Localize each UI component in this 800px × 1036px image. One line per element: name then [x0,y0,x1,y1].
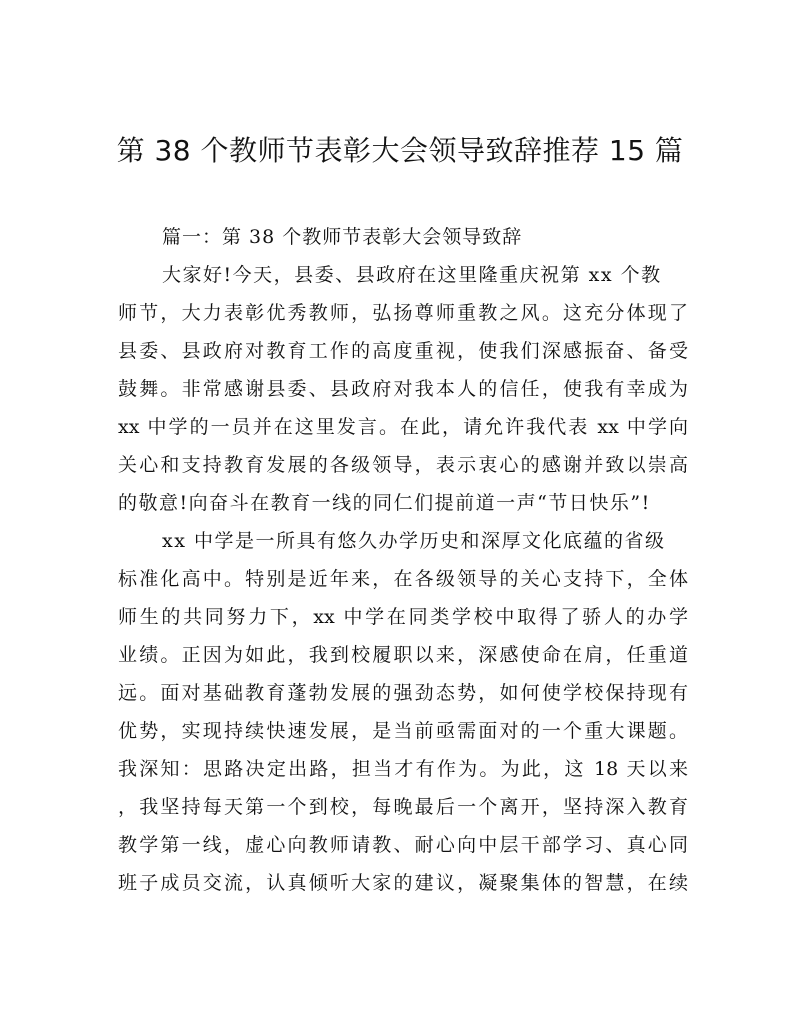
text-line: 班子成员交流，认真倾听大家的建议，凝聚集体的智慧，在续 [118,872,688,894]
text-line: 师生的共同努力下，xx 中学在同类学校中取得了骄人的办学 [118,606,688,628]
text-line: ，我坚持每天第一个到校，每晚最后一个离开，坚持深入教育 [118,796,688,818]
text-line: 的敬意!向奋斗在教育一线的同仁们提前道一声“节日快乐”! [118,492,651,514]
document-body [118,218,688,902]
text-line: 业绩。正因为如此，我到校履职以来，深感使命在肩，任重道 [118,644,688,666]
text-line: 远。面对基础教育蓬勃发展的强劲态势，如何使学校保持现有 [118,682,688,704]
text-line: 教学第一线，虚心向教师请教、耐心向中层干部学习、真心同 [118,834,688,856]
text-line: 优势，实现持续快速发展，是当前亟需面对的一个重大课题。 [118,720,688,742]
document-title: 第 38 个教师节表彰大会领导致辞推荐 15 篇 [116,134,684,167]
paragraph-2 [118,522,688,902]
text-line: 鼓舞。非常感谢县委、县政府对我本人的信任，使我有幸成为 [118,378,688,400]
text-line: 我深知：思路决定出路，担当才有作为。为此，这 18 天以来 [118,758,688,780]
text-line: 师节，大力表彰优秀教师，弘扬尊师重教之风。这充分体现了 [118,302,688,324]
text-line: 县委、县政府对教育工作的高度重视，使我们深感振奋、备受 [118,340,688,362]
text-line: xx 中学的一员并在这里发言。在此，请允许我代表 xx 中学向 [118,416,688,438]
text-line: 大家好!今天，县委、县政府在这里隆重庆祝第 xx 个教 [162,264,662,286]
text-line: 标准化高中。特别是近年来，在各级领导的关心支持下，全体 [118,568,688,590]
text-line: 关心和支持教育发展的各级领导，表示衷心的感谢并致以崇高 [118,454,688,476]
text-line: xx 中学是一所具有悠久办学历史和深厚文化底蕴的省级 [162,530,666,552]
section-heading: 篇一：第 38 个教师节表彰大会领导致辞 [162,226,523,248]
paragraph-1 [118,256,688,522]
